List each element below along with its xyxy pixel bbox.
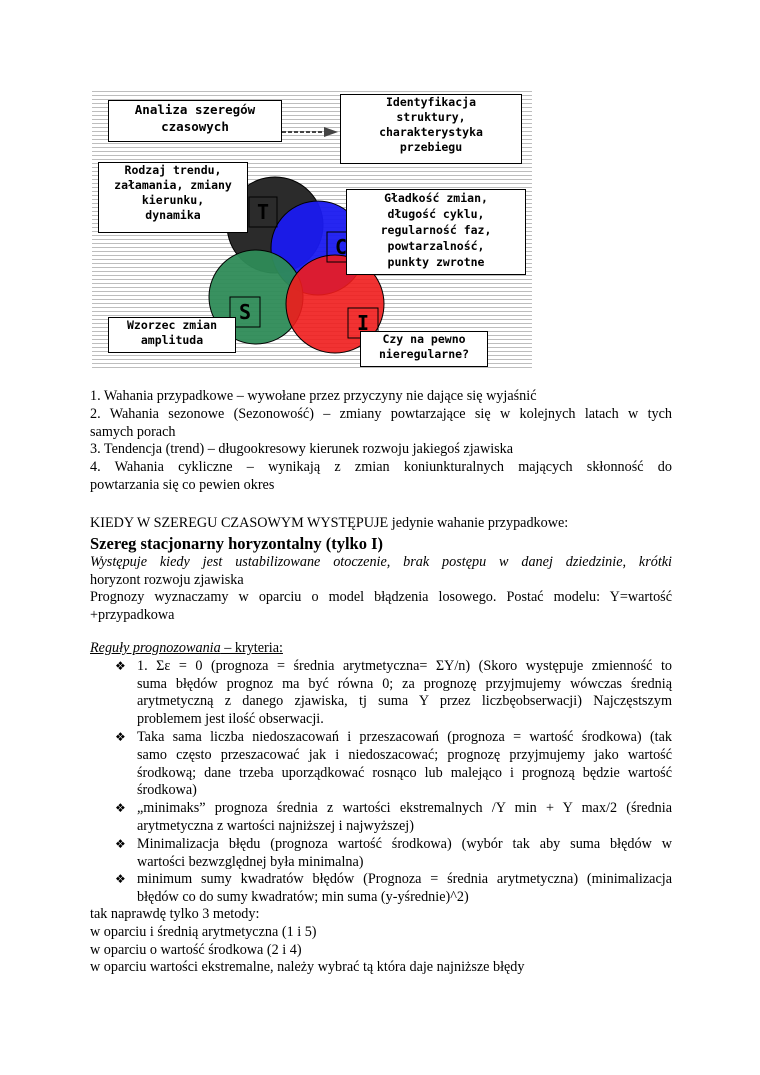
rule-line: „minimaks” prognoza średnia z wartości ekstremalnych /Y min + Y max/2 (średnia (137, 800, 672, 817)
rule-line: samo często przeszacować jak i niedoszacować; prognozę przyjmujemy jako wartość (137, 746, 672, 763)
closing-line: w oparciu o wartość środkowa (2 i 4) (90, 941, 302, 958)
rule-item (90, 800, 672, 836)
list-line: 3. Tendencja (trend) – długookresowy kierunek rozwoju jakiegoś zjawiska (90, 441, 514, 458)
section-heading: Szereg stacjonarny horyzontalny (tylko I) (90, 533, 384, 553)
bullet-icon: ❖ (115, 801, 126, 816)
rule-line: arytmetyczna z wartości najniższej i najwyższej) (137, 817, 414, 834)
letter-c: C (334, 235, 348, 259)
list-line: samych porach (90, 423, 176, 440)
rule-line: problemem jest ilość obserwacji. (137, 711, 324, 728)
rule-line: Minimalizacja błędu (prognoza wartość środkowa) (wybór tak aby suma błędów w (137, 835, 672, 852)
rules-title (90, 640, 672, 658)
list-line: 4. Wahania cykliczne – wynikają z zmian koniunkturalnych mających skłonność do (90, 459, 672, 476)
letter-t: T (256, 200, 270, 224)
rules-section (90, 640, 672, 907)
box-cycle-features: Gładkość zmian, długość cyklu, regularność faz, powtarzalność, punkty zwrotne (346, 189, 526, 275)
rule-line: minimum sumy kwadratów błędów (Prognoza = średnia arytmetyczna) (minimalizacja (137, 871, 672, 888)
bullet-icon: ❖ (115, 658, 126, 673)
box-analysis: Analiza szeregów czasowych (108, 100, 282, 142)
venn-diagram (92, 91, 532, 370)
section-line: +przypadkowa (90, 607, 175, 624)
stationary-section (90, 515, 672, 625)
rule-line: arytmetyczną z danego zjawiska, tj suma Y przez liczbęobserwacji) Najczęstszym (137, 693, 672, 710)
box-irregular-question: Czy na pewno nieregularne? (360, 331, 488, 367)
rule-line: środkową; dane trzeba uporządkować rosnąco lub malejąco i prognozą będzie wartość (137, 764, 672, 781)
closing-line: w oparciu i średnią arytmetyczna (1 i 5) (90, 923, 317, 940)
section-italic-line: Występuje kiedy jest ustabilizowane otoczenie, brak postępu w danej dziedzinie, krótki (90, 553, 672, 570)
bullet-icon: ❖ (115, 872, 126, 887)
rule-line: wartości bezwzględnej była minimalna) (137, 853, 364, 870)
rule-item (90, 658, 672, 729)
bullet-icon: ❖ (115, 836, 126, 851)
bullet-icon: ❖ (115, 729, 126, 744)
rules-title-main: Reguły prognozowania (90, 640, 221, 656)
rule-line: Taka sama liczba niedoszacowań i przeszacowań (prognoza = wartość środkowa) (tak (137, 728, 672, 745)
list-line: powtarzania się co pewien okres (90, 476, 275, 493)
box-trend-features: Rodzaj trendu, załamania, zmiany kierunku, dynamika (98, 162, 248, 233)
section-line: Prognozy wyznaczamy w oparciu o model błądzenia losowego. Postać modelu: Y=wartość (90, 589, 672, 606)
rule-line: środkowa) (137, 782, 197, 799)
rules-title-rest: – kryteria: (220, 640, 283, 656)
rule-item (90, 729, 672, 800)
box-identification: Identyfikacja struktury, charakterystyka przebiegu (340, 94, 522, 164)
numbered-list (90, 388, 672, 495)
section-intro: KIEDY W SZEREGU CZASOWYM WYSTĘPUJE jedynie wahanie przypadkowe: (90, 515, 569, 531)
closing-section (90, 906, 672, 977)
rules-list (90, 658, 672, 907)
section-line: horyzont rozwoju zjawiska (90, 571, 244, 588)
list-line: 1. Wahania przypadkowe – wywołane przez przyczyny nie dające się wyjaśnić (90, 388, 537, 404)
rule-line: błędów co do sumy kwadratów; min suma (y-yśrednie)^2) (137, 889, 469, 906)
letter-i: I (356, 311, 370, 335)
closing-line: tak naprawdę tylko 3 metody: (90, 906, 260, 922)
rule-item (90, 836, 672, 872)
rule-line: 1. Σε = 0 (prognoza = średnia arytmetyczna= ΣY/n) (Skoro występuje zmienność to (137, 657, 672, 674)
letter-s: S (238, 300, 252, 324)
list-line: 2. Wahania sezonowe (Sezonowość) – zmiany powtarzające się w kolejnych latach w tych (90, 405, 672, 422)
rule-line: suma błędów prognoz ma być równa 0; za prognozę przyjmujemy wówczas średnią (137, 675, 672, 692)
box-seasonal-features: Wzorzec zmian amplituda (108, 317, 236, 353)
rule-item (90, 871, 672, 907)
closing-line: w oparciu wartości ekstremalne, należy wybrać tą która daje najniższe błędy (90, 959, 525, 976)
